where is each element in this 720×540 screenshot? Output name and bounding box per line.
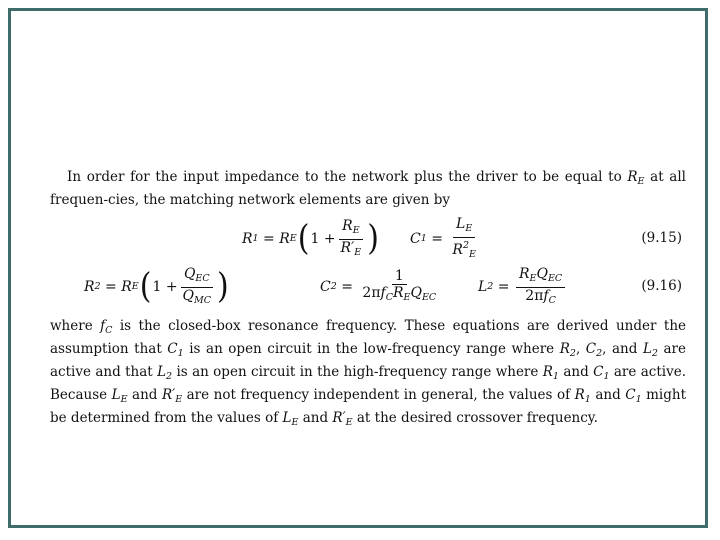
closing-paragraph: where $f_C$ is the closed-box resonance frequency. These equations are derived under the assumption that $C_1$ is an open circuit in the low-frequency range where $R_2$, $C_2$, and $L_2$ are active and that $L_2$ is an open circuit in the high-frequency range where $R_1$ and $C_1$ are active. Because $L_E$ and $R'_E$ are not frequency independent in general, the values of $R_1$ and $C_1$ might be determined from the values of $L_E$ and $R'_E$ at the desired crossover frequency.	[50, 318, 687, 428]
page-content	[50, 168, 686, 432]
c2-equation: C 2 = $\frac{1}{2\pi f_CR_EQ_{EC}}$	[320, 268, 437, 303]
c1-equation: C 1 = $\frac{L_E}{R^2_E}$	[410, 215, 476, 260]
l2-equation: L 2 = $\frac{R_EQ_{EC}}{2\pi f_C}$	[478, 265, 567, 309]
intro-paragraph: In order for the input impedance to the network plus the driver to be equal to $R_E$ at all frequen-cies, the matching network elements are given by	[50, 169, 686, 208]
equation-9-15	[50, 217, 686, 261]
r1-equation: R 1 = R E ( 1 + $\frac{R_E}{R'_E}$ )	[242, 217, 379, 259]
equation-9-16	[50, 265, 686, 309]
r2-equation: R 2 = R E ( 1 + $\frac{Q_{EC}}{Q_{MC}}$ )	[84, 265, 229, 307]
equation-number-9-15: (9.15)	[641, 230, 682, 246]
equation-number-9-16: (9.16)	[641, 278, 682, 294]
